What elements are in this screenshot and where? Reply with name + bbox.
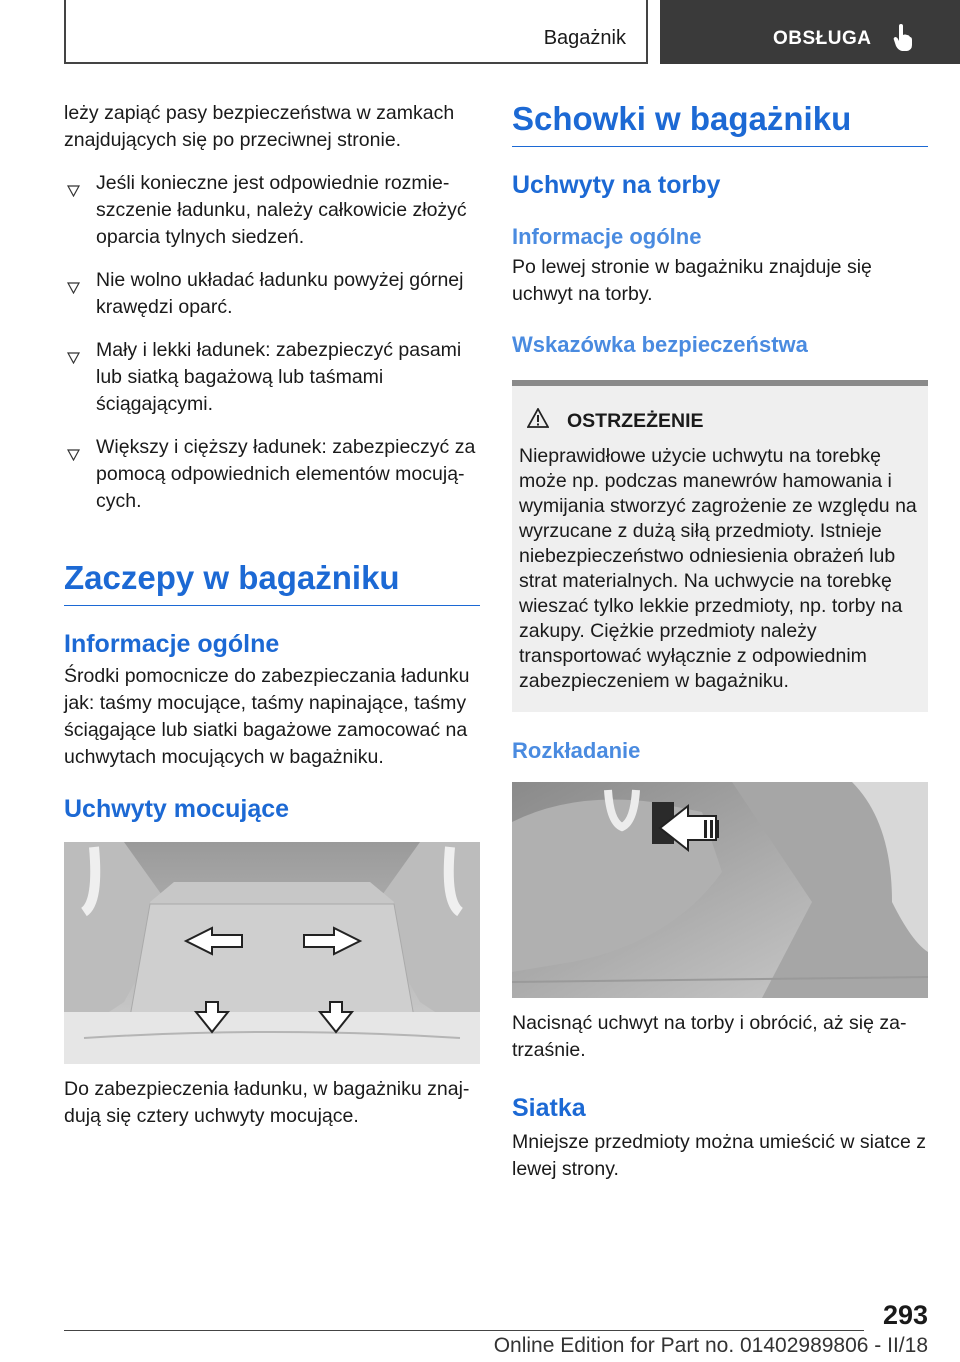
footer-edition-text: Online Edition for Part no. 01402989806 - II/18 (493, 1334, 928, 1357)
pointing-hand-icon (893, 24, 913, 57)
list-item-text: Większy i cięższy ładunek: zabezpieczyć za pomocą odpowiednich elementów mocujących. (96, 436, 476, 512)
footer-divider (64, 1330, 864, 1331)
header-chapter-title: OBSŁUGA (773, 28, 872, 49)
triangle-bullet-icon (67, 178, 80, 205)
page-number: 293 (882, 1300, 928, 1330)
trunk-tie-down-hooks-photo (64, 842, 480, 1064)
header-section-title: Bagażnik (543, 27, 626, 49)
warning-text: Nieprawidłowe użycie uchwytu na torebkę może np. podczas manewrów hamowania i wymijania stworzyć zagrożenie ze względu na wyrzucane z dużą siłą przedmioty. Istnieje niebezpieczeństwo odniesienia obrażeń lub strat materialnych. Na uchwycie na torebkę wieszać tylko lekkie przedmioty, np. torby na zakupy. Ciężkie przedmioty należy transportować wyłącznie z odpowiednim zabezpieczeniem w bagażniku. (519, 445, 917, 692)
bag-hook-photo (512, 782, 928, 998)
warning-box (512, 380, 928, 712)
list-item (64, 170, 480, 251)
subsection-title-tie-down-hooks: Uchwyty mocujące (64, 795, 290, 823)
section-title-storage: Schowki w bagażniku (512, 100, 928, 147)
subsection-title-general-info: Informacje ogólne (512, 224, 702, 249)
header-section-frame (64, 0, 648, 64)
subsection-title-general-info: Informacje ogólne (64, 630, 280, 658)
right-column (512, 100, 928, 1183)
triangle-bullet-icon (67, 345, 80, 372)
warning-header (527, 408, 921, 434)
list-item (64, 337, 480, 418)
subsection-title-net: Siatka (512, 1094, 586, 1122)
subsection-title-unfolding: Rozkładanie (512, 738, 641, 763)
list-item (64, 434, 480, 515)
section-title-hooks: Zaczepy w bagażniku (64, 559, 480, 606)
list-item-text: Mały i lekki ładunek: zabezpieczyć pasami lub siatką bagażową lub taśmami ściągającymi. (96, 339, 462, 415)
general-info-paragraph: Środki pomocnicze do zabezpieczania ładunku jak: taśmy mocujące, taśmy napinające, taśmy ściągające lub siatki bagażowe zamocować na uchwytach mocujących w bagażniku. (64, 665, 470, 768)
net-paragraph: Mniejsze przedmioty można umieścić w siatce z lewej strony. (512, 1131, 926, 1180)
list-item-text: Nie wolno układać ładunku powyżej górnej krawędzi oparć. (96, 269, 464, 318)
warning-title: OSTRZEŻENIE (567, 409, 704, 432)
subsection-title-safety-note: Wskazówka bezpieczeństwa (512, 332, 808, 357)
bag-hook-info-paragraph: Po lewej stronie w bagażniku znajduje się uchwyt na torby. (512, 256, 872, 305)
left-column (64, 100, 480, 1130)
triangle-bullet-icon (67, 275, 80, 302)
subsection-title-bag-hooks: Uchwyty na torby (512, 171, 721, 199)
tie-down-hooks-paragraph: Do zabezpieczenia ładunku, w bagażniku znajdują się cztery uchwyty mocujące. (64, 1078, 470, 1127)
loading-bullet-list (64, 170, 480, 515)
warning-triangle-icon (527, 408, 549, 434)
triangle-bullet-icon (67, 442, 80, 469)
list-item-text: Jeśli konieczne jest odpowiednie rozmieszczenie ładunku, należy całkowicie złożyć oparcia tylnych siedzeń. (96, 172, 467, 248)
unfolding-paragraph: Nacisnąć uchwyt na torby i obrócić, aż się zatrzaśnie. (512, 1012, 907, 1061)
continued-paragraph: leży zapiąć pasy bezpieczeństwa w zamkach znajdujących się po przeciwnej stronie. (64, 102, 455, 151)
header-chapter-tab[interactable] (660, 0, 960, 64)
list-item (64, 267, 480, 321)
